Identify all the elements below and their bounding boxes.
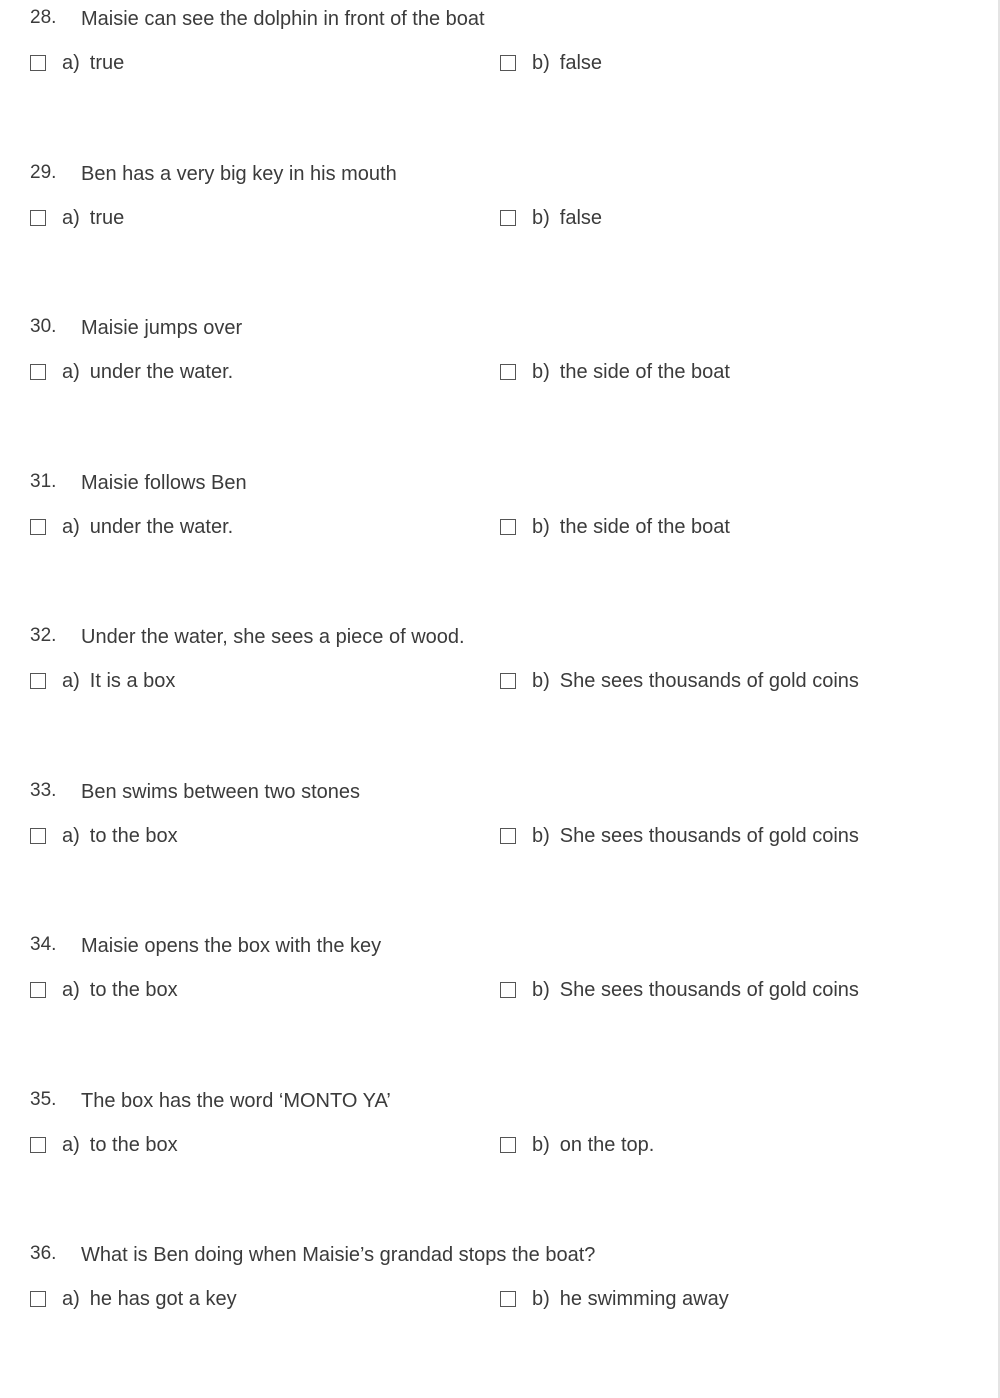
checkbox[interactable] — [500, 1137, 516, 1153]
option-letter: b) — [532, 515, 550, 538]
option-letter: a) — [62, 206, 80, 229]
option-text: to the box — [89, 824, 178, 847]
option-letter: a) — [62, 1287, 80, 1310]
option-letter: a) — [62, 360, 80, 383]
option-text: She sees thousands of gold coins — [559, 824, 859, 847]
question-number: 32. — [30, 625, 57, 646]
question-text: What is Ben doing when Maisie’s grandad stops the boat? — [81, 1244, 596, 1266]
option-b[interactable] — [500, 823, 859, 849]
option-text: true — [89, 51, 125, 74]
option-text: to the box — [89, 1133, 178, 1156]
checkbox[interactable] — [30, 210, 46, 226]
checkbox[interactable] — [30, 519, 46, 535]
option-b[interactable] — [500, 1286, 729, 1312]
question-number: 35. — [30, 1089, 57, 1110]
checkbox[interactable] — [500, 982, 516, 998]
question-text: The box has the word ‘MONTO YA’ — [81, 1090, 391, 1112]
option-a[interactable] — [30, 50, 124, 76]
option-b[interactable] — [500, 668, 859, 694]
checkbox[interactable] — [500, 519, 516, 535]
option-a[interactable] — [30, 1132, 178, 1158]
question-number: 30. — [30, 316, 57, 337]
option-text: he swimming away — [559, 1287, 729, 1310]
checkbox[interactable] — [30, 1291, 46, 1307]
option-text: to the box — [89, 978, 178, 1001]
question-text: Ben swims between two stones — [81, 781, 361, 803]
option-letter: a) — [62, 51, 80, 74]
option-a[interactable] — [30, 823, 178, 849]
question-32 — [0, 622, 1000, 762]
option-text: under the water. — [89, 515, 234, 538]
question-text: Maisie follows Ben — [81, 472, 247, 494]
option-letter: b) — [532, 669, 550, 692]
option-letter: a) — [62, 515, 80, 538]
option-a[interactable] — [30, 514, 233, 540]
question-text: Maisie opens the box with the key — [81, 935, 382, 957]
checkbox[interactable] — [30, 1137, 46, 1153]
question-28 — [0, 4, 1000, 144]
option-b[interactable] — [500, 205, 602, 231]
option-text: on the top. — [559, 1133, 655, 1156]
checkbox[interactable] — [500, 828, 516, 844]
question-number: 33. — [30, 780, 57, 801]
question-number: 31. — [30, 471, 57, 492]
option-letter: b) — [532, 360, 550, 383]
option-b[interactable] — [500, 50, 602, 76]
option-letter: a) — [62, 978, 80, 1001]
question-number: 36. — [30, 1243, 57, 1264]
option-letter: b) — [532, 206, 550, 229]
checkbox[interactable] — [500, 55, 516, 71]
option-text: She sees thousands of gold coins — [559, 978, 859, 1001]
option-a[interactable] — [30, 205, 124, 231]
question-text: Ben has a very big key in his mouth — [81, 163, 397, 185]
checkbox[interactable] — [30, 982, 46, 998]
checkbox[interactable] — [30, 364, 46, 380]
option-letter: b) — [532, 1133, 550, 1156]
question-number: 29. — [30, 162, 57, 183]
question-30 — [0, 313, 1000, 453]
option-text: true — [89, 206, 125, 229]
option-text: She sees thousands of gold coins — [559, 669, 859, 692]
question-text: Maisie can see the dolphin in front of the boat — [81, 8, 485, 30]
option-text: the side of the boat — [559, 360, 730, 383]
checkbox[interactable] — [30, 828, 46, 844]
question-33 — [0, 777, 1000, 917]
option-text: he has got a key — [89, 1287, 237, 1310]
option-letter: b) — [532, 1287, 550, 1310]
option-text: false — [559, 51, 603, 74]
option-text: false — [559, 206, 603, 229]
checkbox[interactable] — [500, 673, 516, 689]
option-letter: a) — [62, 669, 80, 692]
option-b[interactable] — [500, 977, 859, 1003]
option-letter: b) — [532, 51, 550, 74]
option-b[interactable] — [500, 359, 730, 385]
option-letter: b) — [532, 824, 550, 847]
option-letter: a) — [62, 1133, 80, 1156]
question-text: Maisie jumps over — [81, 317, 243, 339]
option-text: the side of the boat — [559, 515, 730, 538]
option-a[interactable] — [30, 668, 175, 694]
checkbox[interactable] — [500, 210, 516, 226]
question-36 — [0, 1240, 1000, 1380]
option-letter: a) — [62, 824, 80, 847]
question-35 — [0, 1086, 1000, 1226]
question-number: 34. — [30, 934, 57, 955]
option-letter: b) — [532, 978, 550, 1001]
question-text: Under the water, she sees a piece of wood. — [81, 626, 465, 648]
checkbox[interactable] — [500, 1291, 516, 1307]
option-text: It is a box — [89, 669, 176, 692]
checkbox[interactable] — [30, 673, 46, 689]
option-a[interactable] — [30, 977, 178, 1003]
option-a[interactable] — [30, 1286, 237, 1312]
option-b[interactable] — [500, 514, 730, 540]
checkbox[interactable] — [30, 55, 46, 71]
checkbox[interactable] — [500, 364, 516, 380]
question-number: 28. — [30, 7, 57, 28]
option-a[interactable] — [30, 359, 233, 385]
question-34 — [0, 931, 1000, 1071]
option-b[interactable] — [500, 1132, 654, 1158]
question-31 — [0, 468, 1000, 608]
question-29 — [0, 159, 1000, 299]
option-text: under the water. — [89, 360, 234, 383]
